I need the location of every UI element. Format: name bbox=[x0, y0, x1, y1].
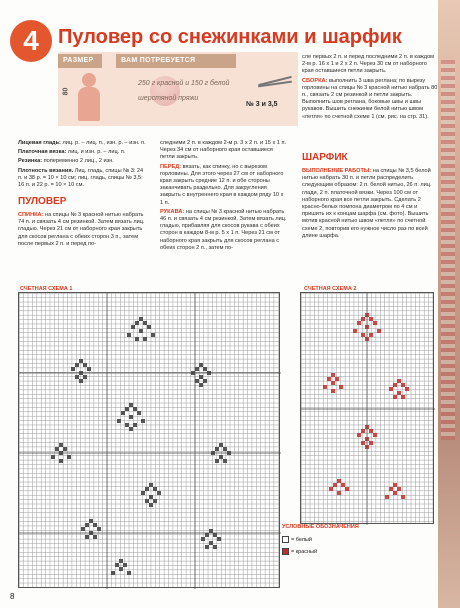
side-photo-strip bbox=[438, 0, 460, 608]
red-swatch-icon bbox=[282, 548, 289, 555]
paragraph-text: лиц. р. – лиц. п., изн. р. – изн. п. bbox=[60, 140, 146, 146]
paragraph bbox=[160, 140, 288, 162]
paragraph bbox=[18, 158, 146, 165]
paragraph-text: Лиц. гладь, спицы № 3: 24 п. и 38 р. = 10 × 10 см; лиц. гладь, спицы № 3,5: 16 п. и 22 р. = 10 × 10 см. bbox=[18, 167, 144, 189]
paragraph-text: на спицы № 3 красной нитью набрать 46 п. и связать 4 см резинкой. Затем вязать лиц. гладью, прибавляя для скосов рукава с обеих сторон в каждом 8-м р. 5 х 1 п. Через 21 см от наборного края закрыть для скосов реглана с обеих сторон 2 п., затем по- bbox=[160, 208, 287, 251]
page-title: Пуловер со снежинками и шарфик bbox=[58, 26, 402, 48]
paragraph bbox=[18, 168, 146, 190]
paragraph bbox=[302, 168, 438, 240]
size-value: 80 bbox=[62, 87, 70, 96]
paragraph bbox=[160, 209, 288, 252]
counting-chart-2 bbox=[300, 292, 434, 524]
paragraph-lead: ПЕРЕД: bbox=[160, 163, 182, 170]
paragraph-text: следними 2 п. в каждом 2-м р. 3 х 2 п. и 15 х 1 п. Через 34 см от наборного края оставшиеся петли закрыть. bbox=[160, 140, 287, 161]
front-sleeve-instructions bbox=[160, 140, 288, 254]
paragraph-lead: Платочная вязка: bbox=[18, 149, 67, 156]
white-swatch-icon bbox=[282, 536, 289, 543]
yarn-text: 250 г красной и 150 г белой шерстяной пряжи bbox=[138, 80, 230, 102]
paragraph-text: на спицы № 3,5 белой нитью набрать 30 п. и петли распределить следующим образом: 2 п. белой нитью, 26 п. лиц. глади, 2 п. платочной вязки. Через 100 см от наборного края все петли закрыть. Сделать 2 красно-белых помпона диаметром по 4 см и пришить их к концам шарфа (см. фото). Вышить мотив красной нитью швом «петля» по счетной схеме 2, повторив его нужное число раз по всей длине шарфа. bbox=[302, 168, 432, 239]
paragraph-lead: Лицевая гладь: bbox=[18, 140, 61, 146]
scarf-instructions bbox=[302, 168, 438, 242]
size-tag: РАЗМЕР bbox=[58, 54, 102, 68]
paragraph-lead: ВЫПОЛНЕНИЕ РАБОТЫ: bbox=[302, 168, 372, 174]
pullover-heading: ПУЛОВЕР bbox=[18, 196, 67, 207]
child-silhouette-icon bbox=[74, 73, 104, 121]
project-number-badge: 4 bbox=[10, 20, 52, 62]
paragraph-text: выполнить 3 шва реглана; по вырезу горловины на спицы № 3 красной нитью набрать 80 п., связать 2 см резинкой и петли закрыть. Выполнить шов реглана, боковые швы и швы рукавов. Вышить снежинки белой нитью швом «петля» по счетной схеме 1 (см. рис. на стр. 31). bbox=[302, 77, 438, 120]
paragraph-lead: СПИНКА: bbox=[18, 212, 44, 218]
knitting-needles-icon bbox=[258, 74, 292, 88]
paragraph-lead: Резинка: bbox=[18, 158, 43, 165]
legend-label: = красный bbox=[291, 548, 318, 555]
paragraph bbox=[18, 149, 146, 156]
legend-label: = белый bbox=[291, 536, 312, 543]
counting-chart-1 bbox=[18, 292, 280, 588]
paragraph-lead: Плотность вязания. bbox=[18, 167, 74, 174]
paragraph-text: на спицы № 3 красной нитью набрать 74 п. и связать 4 см резинкой. Затем вязать лиц. гладью. Через 21 см от наборного края закрыть для скосов реглана с обеих сторон 3 п., затем после первых 2 п. и перед по- bbox=[18, 212, 145, 247]
paragraph bbox=[302, 54, 438, 76]
assembly-instructions bbox=[302, 54, 438, 123]
technique-list bbox=[18, 140, 146, 191]
scheme-1-label: СЧЕТНАЯ СХЕМА 1 bbox=[20, 286, 73, 292]
paragraph bbox=[302, 78, 438, 121]
needle-size: № 3 и 3,5 bbox=[246, 101, 278, 108]
paragraph bbox=[18, 140, 146, 147]
scheme-2-label: СЧЕТНАЯ СХЕМА 2 bbox=[304, 286, 357, 292]
legend-heading: УСЛОВНЫЕ ОБОЗНАЧЕНИЯ bbox=[282, 524, 359, 530]
paragraph-text: попеременно 2 лиц., 2 изн. bbox=[42, 158, 114, 165]
paragraph-lead: РУКАВА: bbox=[160, 208, 185, 215]
materials-tag: ВАМ ПОТРЕБУЕТСЯ bbox=[116, 54, 236, 68]
paragraph-lead: СБОРКА: bbox=[302, 77, 328, 84]
page-number: 8 bbox=[10, 592, 15, 601]
legend-item-red bbox=[282, 548, 317, 555]
pullover-instructions bbox=[18, 212, 146, 250]
paragraph-text: сле первых 2 п. и перед последними 2 п. в каждом 2-м р. 16 х 1 и 2 х 2 п. Через 30 см от наборного края оставшиеся петли закрыть. bbox=[302, 54, 435, 75]
paragraph bbox=[18, 212, 146, 248]
paragraph-text: вязать, как спинку, но с вырезом горловины. Для этого через 27 см от наборного края закрыть средние 12 п. и обе стороны заканчивать раздельно. Для закругления закрыть с внутреннего края в каждом ряду 10 х 1 п. bbox=[160, 163, 284, 206]
legend-item-white bbox=[282, 536, 312, 543]
scarf-heading: ШАРФИК bbox=[302, 152, 348, 163]
paragraph bbox=[160, 164, 288, 207]
paragraph-text: лиц. и изн. р. – лиц. п. bbox=[66, 149, 126, 156]
